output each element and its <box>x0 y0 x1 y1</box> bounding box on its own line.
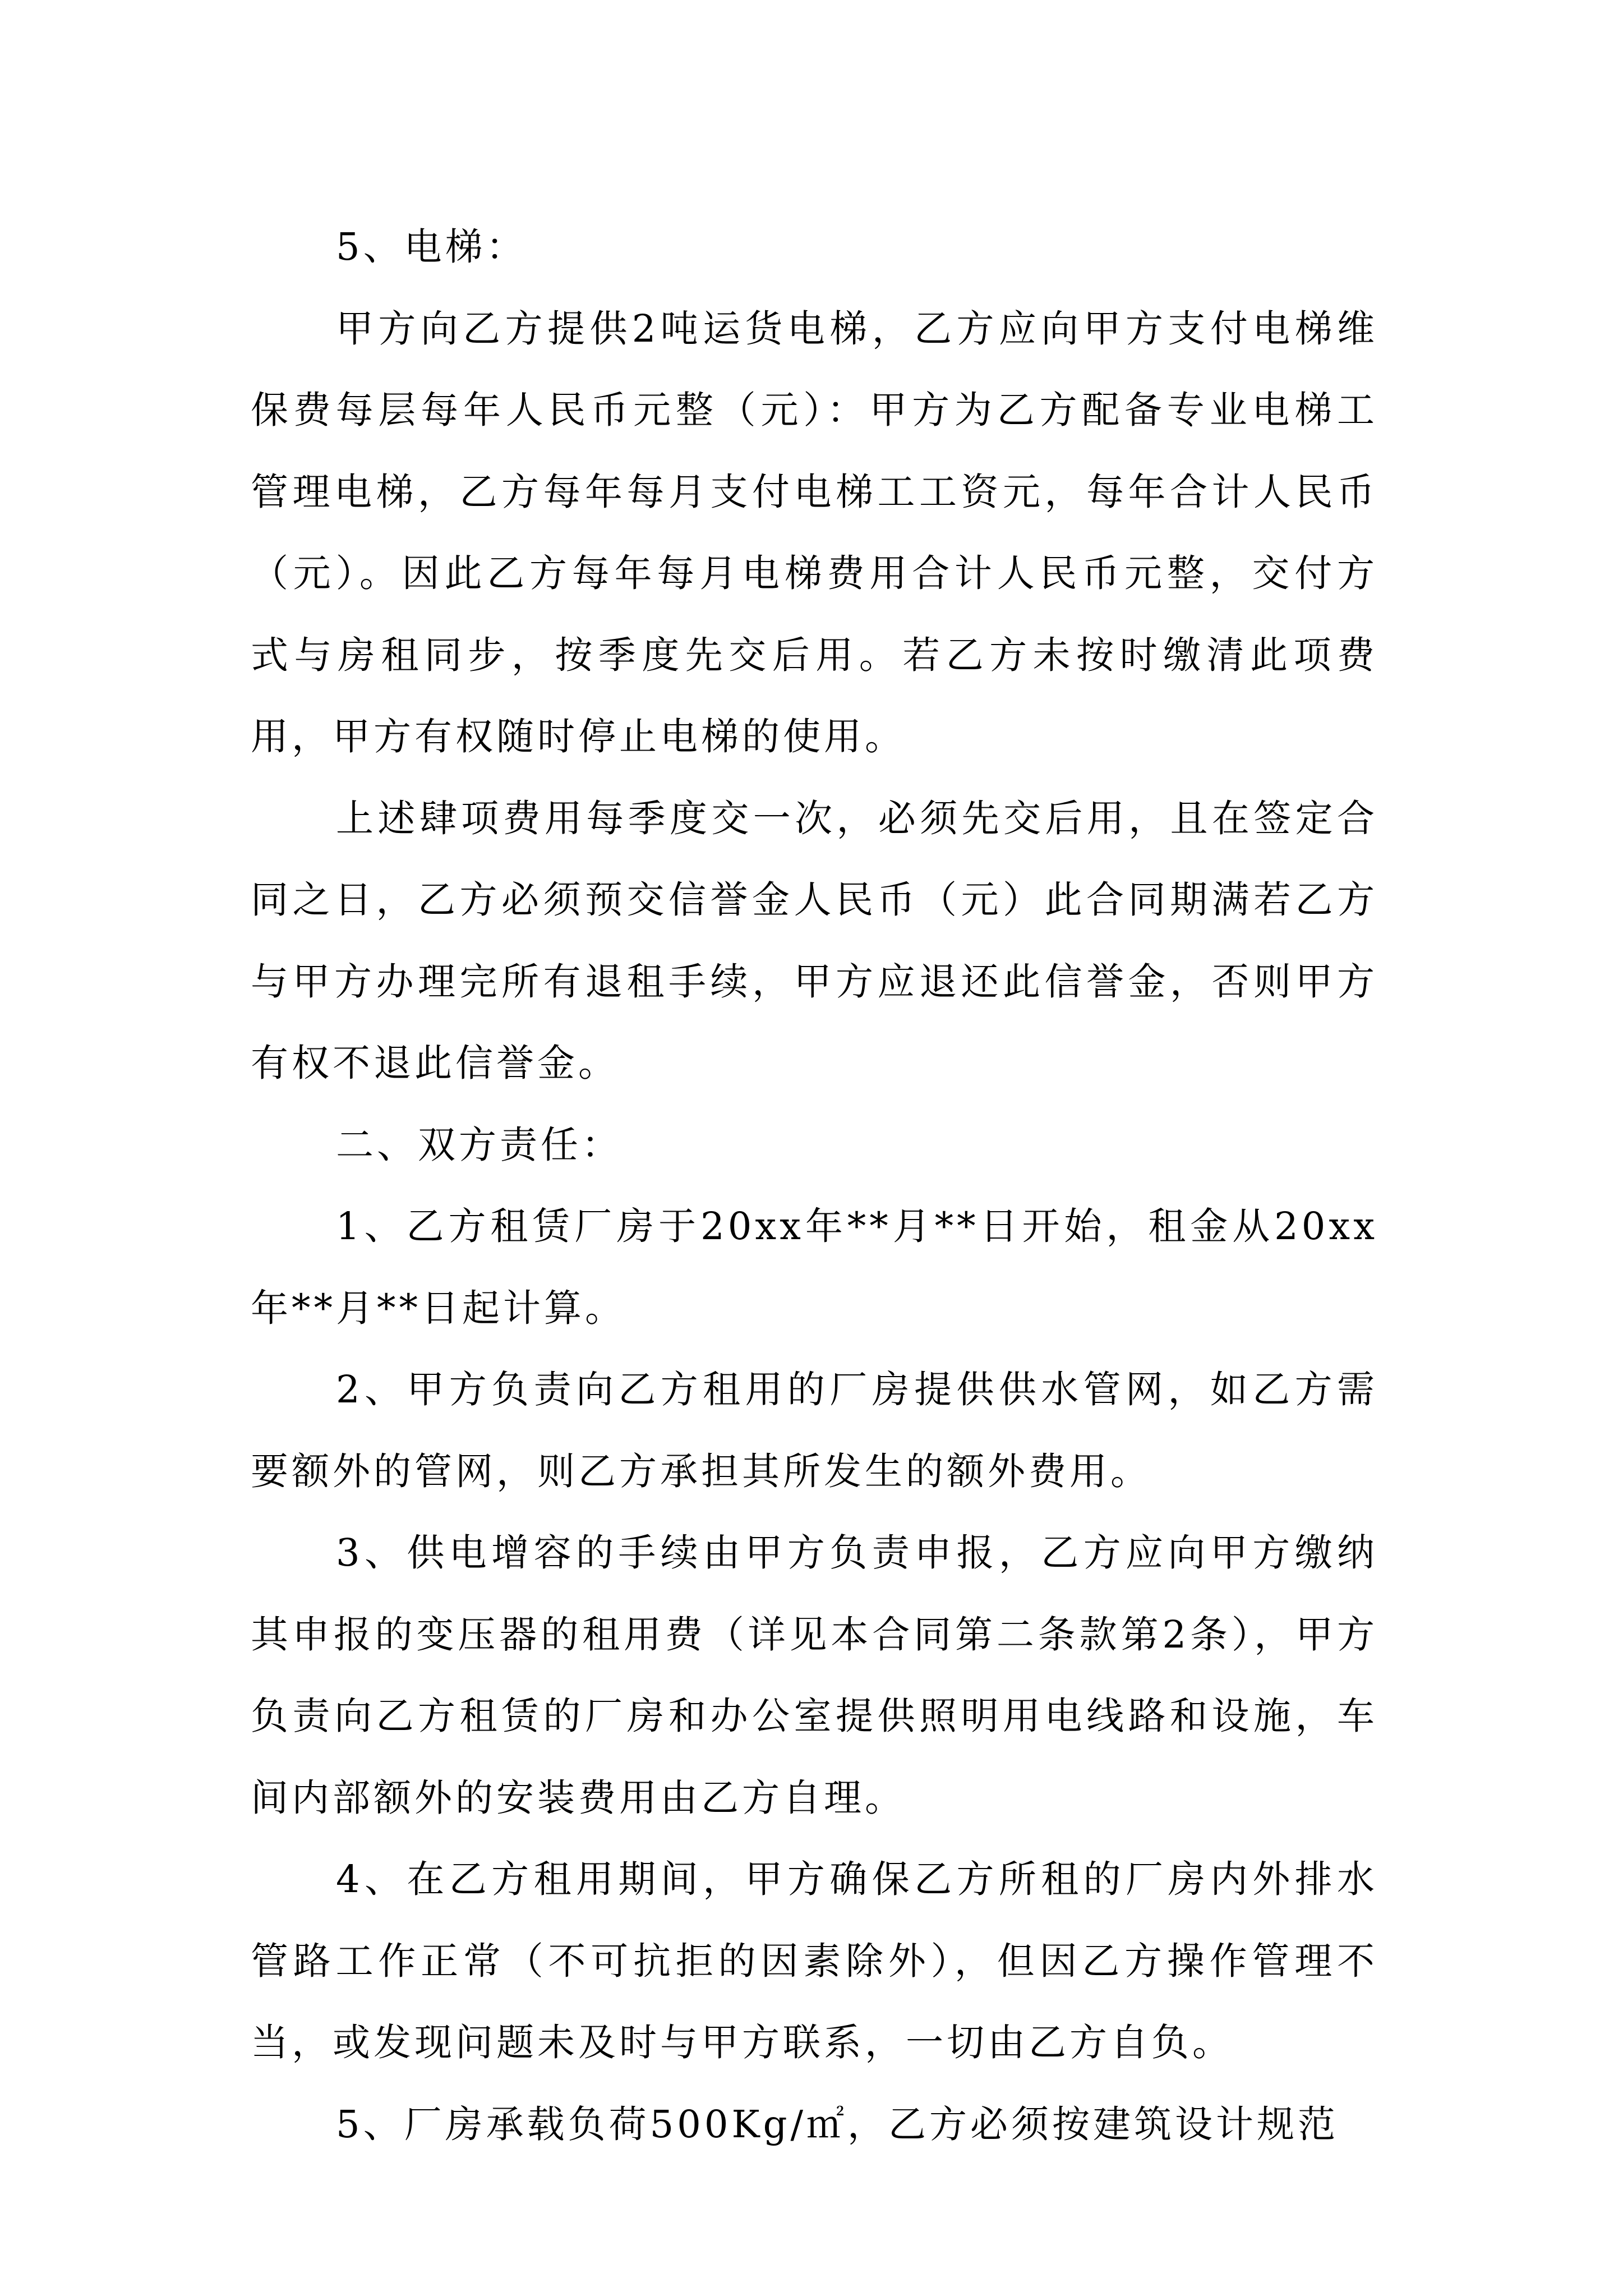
clause-4-drainage: 4、在乙方租用期间，甲方确保乙方所租的厂房内外排水管路工作正常（不可抗拒的因素除外），但因乙方操作管理不当，或发现问题未及时与甲方联系，一切由乙方自负。 <box>251 1857 1378 2064</box>
paragraph-elevator-fees: 甲方向乙方提供2吨运货电梯，乙方应向甲方支付电梯维保费每层每年人民币元整（元）：甲方为乙方配备专业电梯工管理电梯，乙方每年每月支付电梯工工资元，每年合计人民币（元）。因此乙方每年每月电梯费用合计人民币元整，交付方式与房租同步，按季度先交后用。若乙方未按时缴清此项费用，甲方有权随时停止电梯的使用。 <box>251 306 1378 758</box>
paragraph-elevator-heading: 5、电梯： <box>336 225 527 269</box>
paragraph-deposit: 上述肆项费用每季度交一次，必须先交后用，且在签定合同之日，乙方必须预交信誉金人民币（元）此合同期满若乙方与甲方办理完所有退租手续，甲方应退还此信誉金，否则甲方有权不退此信誉金。 <box>251 796 1378 1085</box>
clause-5-floor-load: 5、厂房承载负荷500Kg/㎡，乙方必须按建筑设计规范 <box>336 2102 1339 2146</box>
section-heading-responsibilities: 二、双方责任： <box>336 1122 623 1167</box>
clause-1-lease-start: 1、乙方租赁厂房于20xx年**月**日开始，租金从20xx年**月**日起计算。 <box>251 1204 1378 1330</box>
document-body <box>251 206 1378 2165</box>
clause-2-water-supply: 2、甲方负责向乙方租用的厂房提供供水管网，如乙方需要额外的管网，则乙方承担其所发生的额外费用。 <box>251 1368 1378 1493</box>
clause-3-power-supply: 3、供电增容的手续由甲方负责申报，乙方应向甲方缴纳其申报的变压器的租用费（详见本合同第二条款第2条），甲方负责向乙方租赁的厂房和办公室提供照明用电线路和设施，车间内部额外的安装费用由乙方自理。 <box>251 1531 1378 1820</box>
